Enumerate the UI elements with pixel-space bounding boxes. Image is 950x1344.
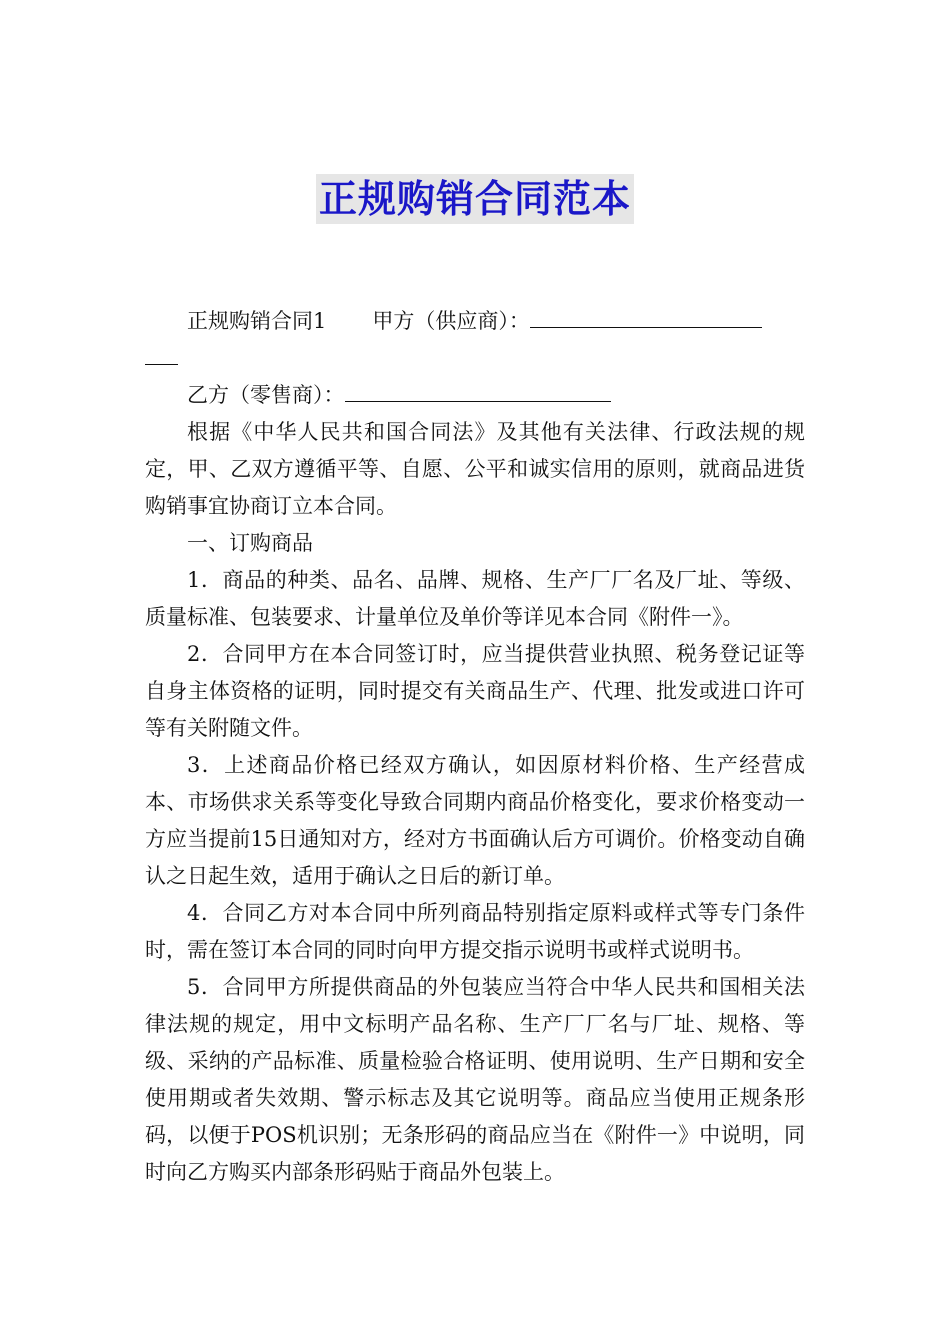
paragraph-intro: 根据《中华人民共和国合同法》及其他有关法律、行政法规的规定，甲、乙双方遵循平等、自愿、公平和诚实信用的原则，就商品进货购销事宜协商订立本合同。 (145, 420, 805, 518)
party-a-blank-continuation (145, 340, 805, 377)
party-a-line (145, 303, 805, 340)
party-b-line (145, 377, 805, 414)
document-title: 正规购销合同范本 (316, 174, 634, 224)
section-heading: 一、订购商品 (187, 531, 313, 555)
party-b-label: 乙方（零售商）： (187, 383, 345, 407)
title-container (0, 174, 950, 224)
clause-3: 3．上述商品价格已经双方确认，如因原材料价格、生产经营成本、市场供求关系等变化导致合同期内商品价格变化，要求价格变动一方应当提前15日通知对方，经对方书面确认后方可调价。价格变动自确认之日起生效，适用于确认之日后的新订单。 (145, 753, 805, 888)
contract-body (145, 303, 805, 1191)
clause-2: 2．合同甲方在本合同签订时，应当提供营业执照、税务登记证等自身主体资格的证明，同时提交有关商品生产、代理、批发或进口许可等有关附随文件。 (145, 642, 805, 740)
party-a-blank[interactable] (530, 303, 762, 328)
party-a-blank-tail[interactable] (145, 340, 178, 365)
clause-4: 4．合同乙方对本合同中所列商品特别指定原料或样式等专门条件时，需在签订本合同的同时向甲方提交指示说明书或样式说明书。 (145, 901, 805, 962)
clause-1: 1．商品的种类、品名、品牌、规格、生产厂厂名及厂址、等级、质量标准、包装要求、计量单位及单价等详见本合同《附件一》。 (145, 568, 805, 629)
contract-prefix: 正规购销合同1 (187, 309, 327, 333)
party-b-blank[interactable] (345, 377, 611, 402)
clause-5: 5．合同甲方所提供商品的外包装应当符合中华人民共和国相关法律法规的规定，用中文标明产品名称、生产厂厂名与厂址、规格、等级、采纳的产品标准、质量检验合格证明、使用说明、生产日期和安全使用期或者失效期、警示标志及其它说明等。商品应当使用正规条形码，以便于POS机识别；无条形码的商品应当在《附件一》中说明，同时向乙方购买内部条形码贴于商品外包装上。 (145, 975, 805, 1184)
party-a-label: 甲方（供应商）： (372, 309, 530, 333)
